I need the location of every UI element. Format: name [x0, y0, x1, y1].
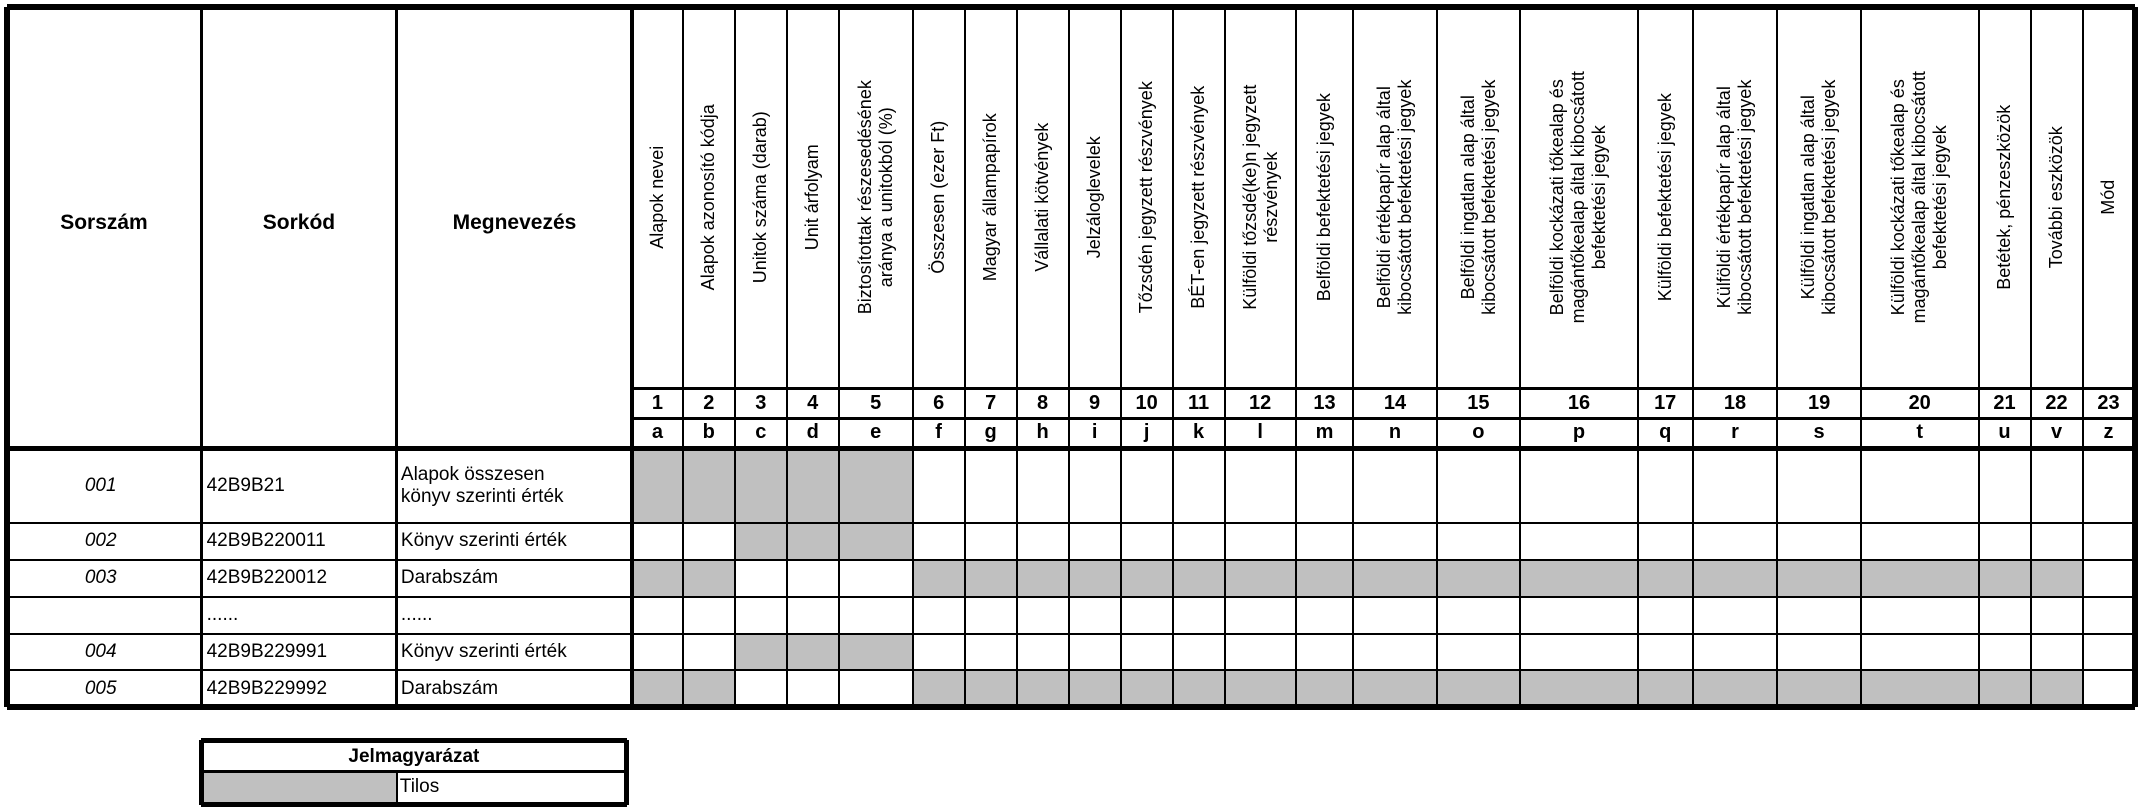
- column-label: Külföldi kockázati tőkealap és magántőkealap által kibocsátott befektetési jegyek: [1888, 71, 1951, 324]
- forbidden-cell: [1353, 560, 1436, 597]
- forbidden-cell: [1520, 670, 1638, 707]
- column-number: 14: [1383, 391, 1407, 414]
- forbidden-cell: [735, 634, 787, 671]
- grid-line: [7, 522, 2135, 524]
- column-header-f: [913, 11, 965, 385]
- row-sorkod: 42B9B229991: [206, 640, 328, 662]
- column-number: 3: [755, 391, 767, 414]
- grid-line: [1692, 7, 1694, 708]
- column-label: Betétek, pénzeszközök: [1994, 105, 2015, 291]
- column-header-l: [1225, 11, 1296, 385]
- column-number: 19: [1807, 391, 1831, 414]
- column-label: Külföldi tőzsdé(ke)n jegyzett részvények: [1239, 85, 1281, 311]
- grid-line: [1519, 7, 1521, 708]
- column-letter: i: [1091, 420, 1098, 443]
- column-number: 16: [1567, 391, 1591, 414]
- forbidden-cell: [913, 670, 965, 707]
- column-letter: d: [806, 420, 819, 443]
- column-label: Mód: [2098, 180, 2119, 216]
- grid-line: [1860, 7, 1862, 708]
- table-border: [7, 704, 2135, 710]
- grid-line: [2082, 7, 2084, 708]
- column-letter: z: [2103, 420, 2114, 443]
- row-sorszam: 004: [84, 640, 117, 662]
- column-label: Belföldi értékpapír alap által kibocsátott befektetési jegyek: [1373, 80, 1415, 316]
- forbidden-cell: [1520, 560, 1638, 597]
- column-letter: g: [984, 420, 997, 443]
- forbidden-cell: [787, 523, 839, 560]
- forbidden-cell: [1296, 670, 1353, 707]
- column-label: Alapok nevei: [646, 146, 667, 250]
- column-letter: r: [1731, 420, 1739, 443]
- column-header-q: [1638, 11, 1693, 385]
- forbidden-cell: [1437, 670, 1520, 707]
- row-sorkod: ......: [206, 604, 239, 626]
- column-letter: v: [2050, 420, 2063, 443]
- column-label: Külföldi ingatlan alap által kibocsátott befektetési jegyek: [1798, 80, 1840, 316]
- grid-line: [1120, 7, 1122, 708]
- row-megnevezes: ......: [400, 604, 433, 626]
- column-letter: j: [1143, 420, 1150, 443]
- forbidden-cell: [1638, 670, 1693, 707]
- column-label: Tőzsdén jegyzett részvények: [1136, 81, 1157, 314]
- column-label: Belföldi befektetési jegyek: [1313, 93, 1334, 302]
- grid-line: [1436, 7, 1438, 708]
- column-letter: p: [1572, 420, 1586, 443]
- column-letter: t: [1916, 420, 1924, 443]
- grid-line: [1978, 7, 1980, 708]
- grid-line: [964, 7, 966, 708]
- column-number: 2: [703, 391, 715, 414]
- legend-border: [624, 740, 629, 804]
- column-letter: e: [870, 420, 882, 443]
- forbidden-cell: [1017, 560, 1069, 597]
- column-letter: o: [1472, 420, 1485, 443]
- legend-border: [396, 772, 398, 805]
- legend-swatch: [201, 772, 397, 805]
- forbidden-cell: [1225, 670, 1296, 707]
- megnevezes-header: Megnevezés: [452, 211, 577, 235]
- column-header-u: [1979, 11, 2031, 385]
- grid-line: [7, 559, 2135, 561]
- column-label: Magyar állampapírok: [980, 113, 1001, 282]
- grid-line: [200, 7, 203, 708]
- column-header-p: [1520, 11, 1638, 385]
- column-label: Unitok száma (darab): [750, 111, 771, 284]
- legend-title: Jelmagyarázat: [348, 746, 480, 768]
- forbidden-cell: [1777, 560, 1860, 597]
- column-number: 1: [651, 391, 664, 414]
- row-sorkod: 42B9B229992: [206, 677, 328, 699]
- column-header-e: [839, 11, 913, 385]
- column-label: Külföldi befektetési jegyek: [1654, 93, 1675, 302]
- forbidden-cell: [2031, 560, 2083, 597]
- row-megnevezes: Alapok összesen könyv szerinti érték: [400, 463, 564, 507]
- column-header-h: [1017, 11, 1069, 385]
- column-letter: m: [1315, 420, 1334, 443]
- legend-border: [201, 770, 627, 773]
- column-number: 8: [1037, 391, 1049, 414]
- row-sorszam: 002: [84, 530, 117, 552]
- forbidden-cell: [1225, 560, 1296, 597]
- column-letter: k: [1193, 420, 1205, 443]
- row-megnevezes: Darabszám: [400, 567, 499, 589]
- forbidden-cell: [1638, 560, 1693, 597]
- column-letter: u: [1998, 420, 2011, 443]
- forbidden-cell: [735, 449, 787, 523]
- grid-line: [1172, 7, 1174, 708]
- row-sorszam: 005: [84, 677, 117, 699]
- column-header-b: [683, 11, 735, 385]
- forbidden-cell: [1693, 560, 1778, 597]
- column-label: Biztosítottak részesedésének aránya a unitokból (%): [854, 80, 896, 315]
- column-number: 22: [2045, 391, 2068, 414]
- column-number: 7: [985, 391, 997, 414]
- column-number: 15: [1467, 391, 1490, 414]
- column-header-z: [2083, 11, 2135, 385]
- column-number: 20: [1908, 391, 1931, 414]
- grid-line: [395, 7, 398, 708]
- column-letter: l: [1257, 420, 1263, 443]
- forbidden-cell: [1979, 670, 2031, 707]
- column-number: 5: [870, 391, 882, 414]
- legend-border: [201, 802, 627, 807]
- forbidden-cell: [1173, 670, 1225, 707]
- legend-border: [201, 738, 627, 743]
- forbidden-cell: [683, 560, 735, 597]
- forbidden-cell: [913, 560, 965, 597]
- forbidden-cell: [965, 560, 1017, 597]
- table-border: [2132, 7, 2138, 708]
- grid-line: [1224, 7, 1226, 708]
- column-label: Belföldi kockázati tőkealap és magántőkealap által kibocsátott befektetési jegyek: [1547, 71, 1610, 324]
- grid-line: [1068, 7, 1070, 708]
- grid-line: [912, 7, 914, 708]
- column-header-v: [2031, 11, 2083, 385]
- column-number: 17: [1654, 391, 1677, 414]
- column-label: Alapok azonosító kódja: [698, 104, 719, 291]
- grid-line: [7, 669, 2135, 671]
- grid-line: [7, 596, 2135, 598]
- column-header-o: [1437, 11, 1520, 385]
- grid-line: [734, 7, 736, 708]
- column-header-n: [1353, 11, 1436, 385]
- forbidden-cell: [1777, 670, 1860, 707]
- forbidden-cell: [683, 449, 735, 523]
- column-header-s: [1777, 11, 1860, 385]
- column-number: 4: [807, 391, 819, 414]
- forbidden-cell: [1017, 670, 1069, 707]
- column-header-d: [787, 11, 839, 385]
- column-number: 12: [1249, 391, 1272, 414]
- row-sorszam: 001: [84, 474, 117, 496]
- legend-border: [199, 740, 204, 804]
- row-megnevezes: Könyv szerinti érték: [400, 530, 567, 552]
- column-number: 6: [933, 391, 945, 414]
- row-megnevezes: Darabszám: [400, 677, 499, 699]
- column-label: Összesen (ezer Ft): [928, 121, 949, 275]
- column-label: Jelzáloglevelek: [1084, 136, 1105, 259]
- forbidden-cell: [683, 670, 735, 707]
- sorszam-header: Sorszám: [60, 211, 148, 235]
- header-divider: [7, 446, 2135, 451]
- row-sorkod: 42B9B220012: [206, 567, 328, 589]
- column-number: 13: [1313, 391, 1336, 414]
- column-number: 18: [1723, 391, 1747, 414]
- grid-line: [1352, 7, 1354, 708]
- forbidden-cell: [632, 560, 683, 597]
- row-sorkod: 42B9B21: [206, 474, 285, 496]
- row-sorkod: 42B9B220011: [206, 530, 326, 552]
- forbidden-cell: [839, 523, 913, 560]
- column-header-t: [1861, 11, 1979, 385]
- column-header-c: [735, 11, 787, 385]
- row-megnevezes: Könyv szerinti érték: [400, 640, 567, 662]
- forbidden-cell: [735, 523, 787, 560]
- column-header-i: [1069, 11, 1121, 385]
- column-number: 9: [1089, 391, 1101, 414]
- forbidden-cell: [1437, 560, 1520, 597]
- legend-label: Tilos: [399, 775, 440, 797]
- column-number: 21: [1993, 391, 2016, 414]
- grid-line: [786, 7, 788, 708]
- forbidden-cell: [839, 634, 913, 671]
- forbidden-cell: [2031, 670, 2083, 707]
- column-header-j: [1121, 11, 1173, 385]
- grid-line: [682, 7, 684, 708]
- forbidden-cell: [632, 670, 683, 707]
- grid-line: [632, 417, 2134, 420]
- column-label: BÉT-en jegyzett részvények: [1188, 86, 1209, 310]
- forbidden-cell: [1069, 670, 1121, 707]
- grid-line: [838, 7, 840, 708]
- forbidden-cell: [1121, 670, 1173, 707]
- column-letter: c: [755, 420, 767, 443]
- forbidden-cell: [1296, 560, 1353, 597]
- grid-line: [632, 387, 2134, 390]
- forbidden-cell: [1861, 560, 1979, 597]
- forbidden-cell: [632, 449, 683, 523]
- grid-line: [2030, 7, 2032, 708]
- grid-line: [1295, 7, 1297, 708]
- forbidden-cell: [1353, 670, 1436, 707]
- grid-line: [630, 7, 634, 708]
- forbidden-cell: [1861, 670, 1979, 707]
- grid-line: [1776, 7, 1778, 708]
- forbidden-cell: [1979, 560, 2031, 597]
- column-letter: q: [1659, 420, 1672, 443]
- column-header-a: [632, 11, 683, 385]
- column-number: 11: [1188, 391, 1210, 414]
- grid-line: [7, 633, 2135, 635]
- table-border: [4, 7, 10, 708]
- grid-line: [1637, 7, 1639, 708]
- column-label: További eszközök: [2046, 126, 2067, 269]
- sorkod-header: Sorkód: [262, 211, 336, 235]
- column-letter: n: [1388, 420, 1402, 443]
- column-number: 23: [2097, 391, 2120, 414]
- column-label: Unit árfolyam: [802, 144, 823, 251]
- table-border: [7, 4, 2135, 10]
- column-letter: h: [1036, 420, 1049, 443]
- forbidden-cell: [1173, 560, 1225, 597]
- column-header-k: [1173, 11, 1225, 385]
- forbidden-cell: [787, 449, 839, 523]
- column-letter: a: [651, 420, 664, 443]
- row-sorszam: 003: [84, 567, 117, 589]
- column-label: Belföldi ingatlan alap által kibocsátott befektetési jegyek: [1457, 80, 1499, 316]
- forbidden-cell: [787, 634, 839, 671]
- forbidden-cell: [839, 449, 913, 523]
- column-letter: f: [935, 420, 942, 443]
- forbidden-cell: [1069, 560, 1121, 597]
- column-header-m: [1296, 11, 1353, 385]
- forbidden-cell: [1693, 670, 1778, 707]
- column-header-r: [1693, 11, 1778, 385]
- column-header-g: [965, 11, 1017, 385]
- column-label: Vállalati kötvények: [1032, 123, 1053, 273]
- column-number: 10: [1135, 391, 1158, 414]
- column-letter: s: [1813, 420, 1825, 443]
- forbidden-cell: [965, 670, 1017, 707]
- column-label: Külföldi értékpapír alap által kibocsátott befektetési jegyek: [1713, 80, 1755, 316]
- column-letter: b: [702, 420, 715, 443]
- grid-line: [1016, 7, 1018, 708]
- forbidden-cell: [1121, 560, 1173, 597]
